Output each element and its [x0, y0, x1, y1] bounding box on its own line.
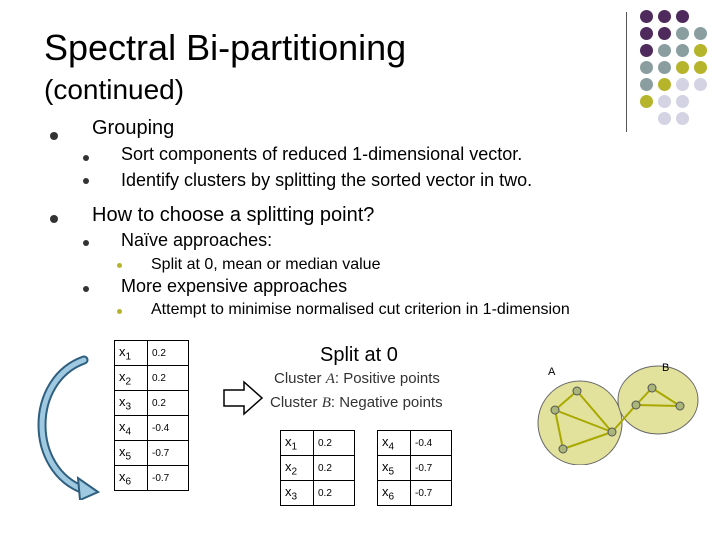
bullet-split-at: Split at 0, mean or median value	[151, 256, 381, 273]
table-row	[115, 366, 189, 391]
graph-label-a: A	[548, 366, 556, 378]
bullet-identify: Identify clusters by splitting the sorted vector in two.	[121, 170, 533, 190]
table-row	[115, 416, 189, 441]
table-row	[115, 441, 189, 466]
table-row	[378, 456, 452, 481]
bullet-dot	[50, 215, 58, 223]
bullet-sort: Sort components of reduced 1-dimensional vector.	[121, 144, 523, 164]
decorative-divider	[626, 12, 627, 132]
vector-label: $x_4$	[378, 431, 411, 456]
vector-value: 0.2	[148, 391, 189, 416]
table-row	[115, 466, 189, 491]
bullet-dot	[83, 286, 89, 292]
vector-value: 0.2	[314, 481, 355, 506]
vector-value: -0.7	[411, 481, 452, 506]
table-row	[281, 456, 355, 481]
cluster-graph-illustration	[530, 355, 710, 465]
vector-label: $x_3$	[115, 391, 148, 416]
vector-value: -0.7	[411, 456, 452, 481]
table-row	[281, 431, 355, 456]
bullet-dot	[117, 309, 122, 314]
curved-arrow-icon	[20, 350, 100, 500]
vector-label: $x_5$	[378, 456, 411, 481]
split-heading: Split at 0	[320, 344, 398, 366]
vector-value: 0.2	[314, 431, 355, 456]
slide-title: Spectral Bi-partitioning	[44, 27, 407, 68]
vector-label: $x_5$	[115, 441, 148, 466]
vector-value: 0.2	[314, 456, 355, 481]
graph-label-b: B	[662, 362, 670, 374]
slide-subtitle: (continued)	[44, 74, 185, 105]
bullet-naive: Naïve approaches:	[121, 230, 273, 250]
vector-label: $x_2$	[115, 366, 148, 391]
vector-table	[114, 340, 189, 491]
vector-label: $x_6$	[378, 481, 411, 506]
bullet-how: How to choose a splitting point?	[92, 204, 375, 226]
decorative-dot-grid	[638, 10, 710, 118]
right-arrow-icon	[222, 380, 264, 416]
bullet-dot	[117, 263, 122, 268]
table-row	[115, 391, 189, 416]
bullet-attempt: Attempt to minimise normalised cut criterion in 1-dimension	[151, 301, 570, 318]
vector-value: -0.7	[148, 441, 189, 466]
bullet-dot	[50, 132, 58, 140]
bullet-more: More expensive approaches	[121, 276, 348, 296]
cluster-a-table	[280, 430, 355, 506]
vector-label: $x_2$	[281, 456, 314, 481]
bullet-grouping: Grouping	[92, 117, 175, 139]
vector-label: $x_6$	[115, 466, 148, 491]
table-row	[115, 341, 189, 366]
vector-value: -0.7	[148, 466, 189, 491]
vector-value: -0.4	[411, 431, 452, 456]
table-row	[281, 481, 355, 506]
vector-label: $x_1$	[115, 341, 148, 366]
cluster-a-description: Cluster A: Positive points	[274, 370, 440, 387]
vector-label: $x_1$	[281, 431, 314, 456]
cluster-b-table	[377, 430, 452, 506]
bullet-dot	[83, 155, 89, 161]
bullet-dot	[83, 178, 89, 184]
bullet-dot	[83, 240, 89, 246]
cluster-b-region	[618, 366, 698, 434]
table-row	[378, 481, 452, 506]
table-row	[378, 431, 452, 456]
cluster-b-description: Cluster B: Negative points	[270, 394, 443, 411]
vector-value: 0.2	[148, 366, 189, 391]
vector-label: $x_4$	[115, 416, 148, 441]
vector-value: -0.4	[148, 416, 189, 441]
vector-label: $x_3$	[281, 481, 314, 506]
vector-value: 0.2	[148, 341, 189, 366]
